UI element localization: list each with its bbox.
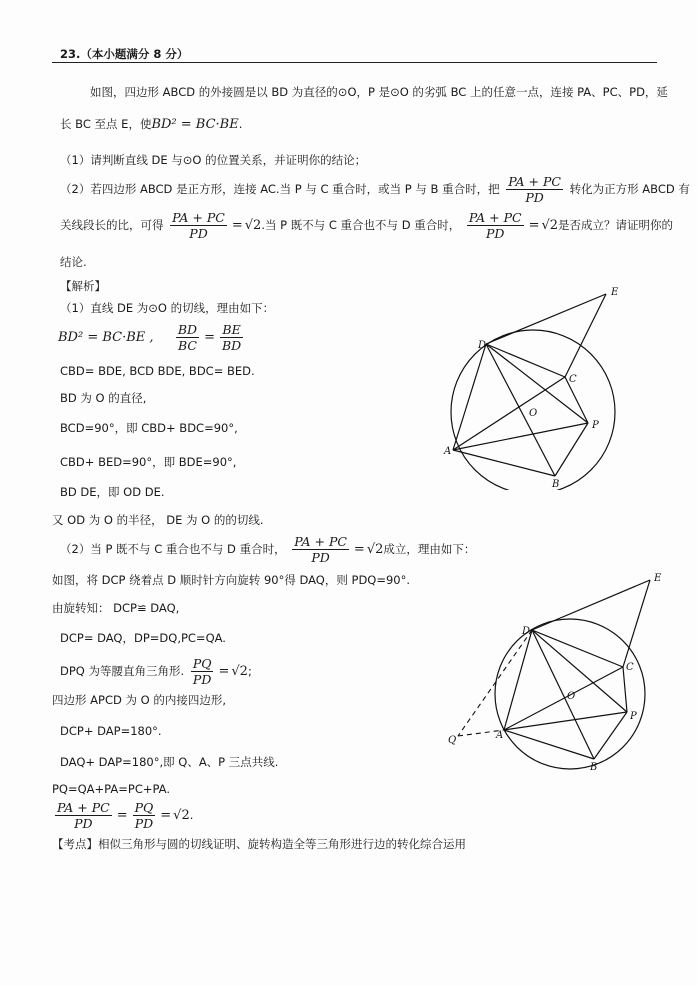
equals-sign: =: [218, 664, 230, 679]
label-o: O: [567, 691, 576, 702]
fraction-numerator: BE: [222, 322, 241, 337]
segment-pb: [594, 712, 627, 759]
label-c: C: [626, 662, 634, 673]
figure-2-diagram: [440, 572, 665, 777]
equals-sign: =: [231, 218, 243, 233]
segment-dc: [532, 630, 623, 667]
sqrt-two: √2: [244, 218, 262, 233]
dashed-segment-dq: [458, 630, 532, 736]
solution-line-5: BCD=90°，即 CBD+ BDC=90°,: [60, 421, 238, 435]
intro-equation: BD² = BC·BE: [151, 117, 239, 132]
fraction-numerator: BD: [177, 322, 198, 337]
intro-line-1: 如图，四边形 ABCD 的外接圆是以 BD 为直径的⊙O，P 是⊙O 的劣弧 BC 上的任意一点，连接 PA、PC、PD，延: [90, 85, 668, 99]
s2-text-a: （2）当 P 既不与 C 重合也不与 D 重合时，: [60, 542, 286, 556]
label-b: B: [590, 762, 598, 773]
intro-line-2: [60, 116, 242, 132]
label-a: A: [444, 446, 452, 457]
solution-1-heading: （1）直线 DE 为⊙O 的切线，理由如下：: [60, 301, 275, 315]
sqrt-two: √2: [231, 664, 248, 679]
label-p: P: [592, 420, 599, 431]
label-p: P: [630, 711, 637, 722]
intro-period: .: [238, 117, 243, 131]
solution-line-13: [60, 656, 252, 687]
solution-line-3: CBD= BDE, BCD BDE, BDC= BED.: [60, 364, 255, 378]
segment-cp: [623, 667, 627, 712]
question-2-line-1: [60, 174, 690, 205]
fraction-numerator: PA + PC: [294, 534, 347, 549]
fraction-denominator: PD: [192, 672, 212, 687]
segment-db: [532, 630, 594, 759]
fraction-denominator: PD: [311, 550, 330, 565]
intro-text: 长 BC 至点 E，使: [60, 117, 152, 131]
fraction-denominator: PD: [74, 816, 93, 831]
label-a: A: [496, 730, 504, 741]
segment-de: [486, 294, 606, 344]
kaodian-note: 【考点】相似三角形与圆的切线证明、旋转构造全等三角形进行边的转化综合运用: [52, 837, 466, 851]
problem-header: [60, 46, 188, 62]
q2-text-c: 关线段长的比，可得: [60, 218, 164, 232]
fraction-denominator: PD: [525, 190, 544, 205]
equals-sign: =: [528, 218, 540, 233]
solution-1-similarity: [58, 322, 246, 353]
equals-sign: =: [160, 808, 172, 823]
q2-text-e: 是否成立？请证明你的: [558, 218, 674, 232]
solution-line-16: DAQ+ DAP=180°,即 Q、A、P 三点共线.: [60, 755, 279, 769]
fraction-denominator: BC: [177, 338, 197, 353]
ratio-fraction: [467, 210, 524, 241]
label-e: E: [654, 573, 662, 584]
question-2-line-2: [60, 210, 673, 241]
figure-1-diagram: [440, 280, 640, 490]
solution-line-10: 如图，将 DCP 绕着点 D 顺时针方向旋转 90°得 DAQ，则 PDQ=90°.: [52, 573, 411, 587]
problem-number: 23.: [60, 47, 81, 61]
s13-text: DPQ 为等腰直角三角形.: [60, 664, 185, 678]
label-c: C: [569, 374, 577, 385]
segment-pb: [555, 423, 588, 476]
equals-sign: =: [116, 808, 128, 823]
label-q: Q: [448, 735, 457, 746]
ratio-fraction: [170, 210, 227, 241]
segment-dc: [486, 344, 565, 377]
fraction-denominator: BD: [221, 338, 242, 353]
sqrt-two: √2: [173, 808, 190, 823]
equals-sign: =: [353, 542, 365, 557]
solution-line-17: PQ=QA+PA=PC+PA.: [52, 782, 170, 796]
sqrt-two: √2: [366, 542, 384, 557]
q2-text-a: （2）若四边形 ABCD 是正方形，连接 AC.当 P 与 C 重合时，或当 P 与 B 重合时，把: [60, 182, 500, 196]
ratio-fraction: [506, 174, 563, 205]
q2-text-d: .当 P 既不与 C 重合也不与 D 重合时，: [261, 218, 461, 232]
solution-line-15: DCP+ DAP=180°.: [60, 724, 162, 738]
solution-line-14: 四边形 APCD 为 O 的内接四边形,: [52, 693, 227, 707]
fraction-numerator: PA + PC: [172, 210, 225, 225]
q2-text-b: 转化为正方形 ABCD 有: [569, 182, 690, 196]
pq-pd-fraction: [133, 800, 156, 831]
segment-ac: [504, 667, 623, 730]
fraction-numerator: PA + PC: [468, 210, 522, 225]
solution-line-11: 由旋转知： DCP≌ DAQ,: [52, 601, 180, 615]
s2-text-b: 成立，理由如下：: [383, 542, 476, 556]
label-o: O: [529, 408, 538, 419]
segment-ce: [623, 580, 650, 667]
fraction-numerator: PA + PC: [508, 174, 561, 189]
ratio-fraction: [292, 534, 349, 565]
ratio-fraction: [55, 800, 112, 831]
header-rule: [52, 62, 657, 63]
solution-final-equation: [52, 800, 193, 831]
solution-line-6: CBD+ BED=90°，即 BDE=90°,: [60, 455, 237, 469]
segment-ad: [504, 630, 532, 730]
pq-pd-fraction: [191, 656, 214, 687]
bd-bc-fraction: [176, 322, 199, 353]
fraction-denominator: PD: [189, 226, 208, 241]
segment-dp: [532, 630, 627, 712]
fraction-denominator: PD: [486, 226, 505, 241]
label-d: D: [522, 626, 531, 637]
equals-sign: =: [204, 330, 215, 345]
problem-score: （本小题满分 8 分）: [80, 47, 189, 61]
s13-semicolon: ;: [247, 664, 252, 678]
sqrt-two: √2: [541, 218, 559, 233]
solution-line-12: DCP= DAQ，DP=DQ,PC=QA.: [60, 631, 226, 645]
bd2-equation: BD² = BC·BE ,: [58, 330, 154, 345]
solution-line-7: BD DE，即 OD DE.: [60, 485, 165, 499]
label-b: B: [552, 479, 560, 490]
label-e: E: [611, 287, 619, 298]
fraction-denominator: PD: [134, 816, 154, 831]
label-d: D: [478, 340, 487, 351]
solution-line-4: BD 为 O 的直径,: [60, 391, 147, 405]
fraction-numerator: PA + PC: [57, 800, 110, 815]
question-2-line-3: 结论.: [60, 255, 87, 269]
solution-2-heading: [60, 534, 475, 565]
solution-label: 【解析】: [60, 279, 106, 293]
fraction-numerator: PQ: [134, 800, 154, 815]
question-1: （1）请判断直线 DE 与⊙O 的位置关系，并证明你的结论；: [60, 153, 367, 167]
solution-line-8: 又 OD 为 O 的半径， DE 为 O 的的切线.: [52, 513, 264, 527]
be-bd-fraction: [220, 322, 243, 353]
segment-ap: [504, 712, 627, 730]
final-period: .: [189, 808, 194, 822]
segment-ba: [504, 730, 594, 759]
fraction-numerator: PQ: [192, 656, 212, 671]
segment-db: [486, 344, 555, 476]
